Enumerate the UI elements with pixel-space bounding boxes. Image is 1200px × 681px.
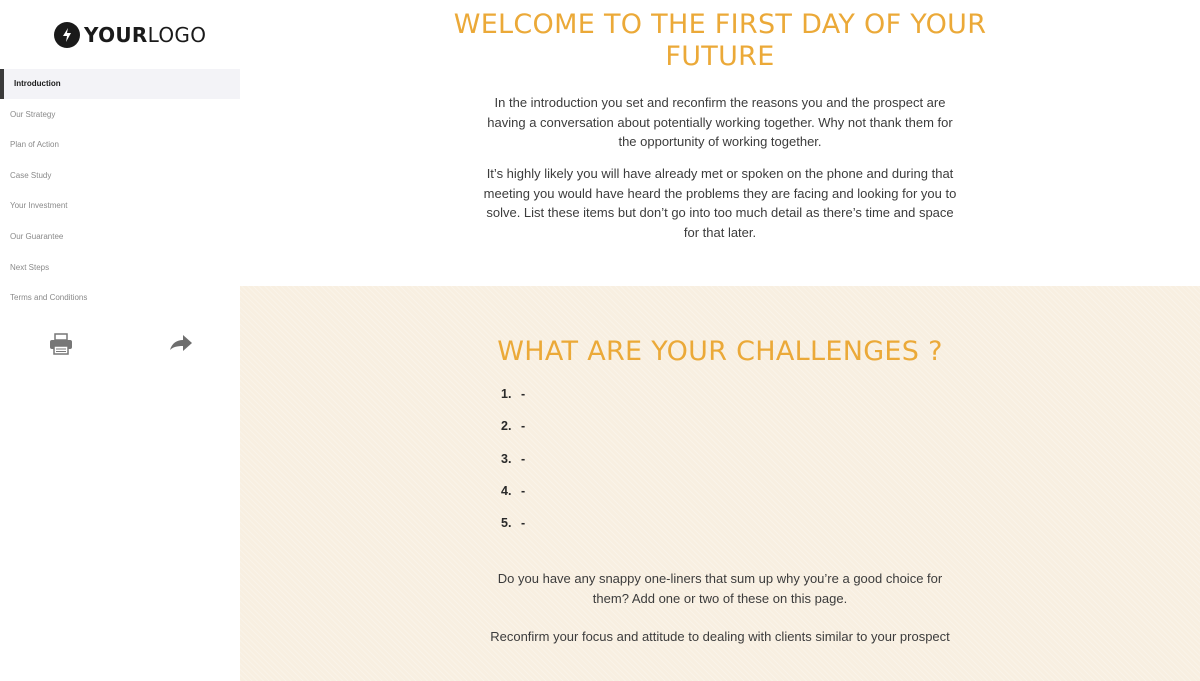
- sidebar-item-our-guarantee[interactable]: Our Guarantee: [10, 231, 64, 241]
- intro-section: [240, 0, 1200, 286]
- list-item-text: -: [521, 419, 526, 434]
- list-item: [501, 387, 525, 419]
- challenges-section: [240, 286, 1200, 681]
- main-content: [240, 0, 1200, 681]
- logo[interactable]: [54, 21, 206, 48]
- sidebar-item-plan-of-action[interactable]: Plan of Action: [10, 140, 59, 150]
- printer-icon[interactable]: [48, 331, 74, 357]
- list-item-number: 4.: [501, 483, 512, 498]
- sidebar-item-introduction[interactable]: Introduction: [0, 69, 240, 99]
- sidebar-tools: [0, 331, 240, 357]
- intro-paragraph-1: In the introduction you set and reconfirm the reasons you and the prospect are having a conversation about potentially working together. Why not thank them for the opportunity of working together.: [487, 95, 953, 149]
- list-item: [501, 419, 525, 451]
- share-arrow-icon[interactable]: [168, 331, 194, 357]
- list-item-text: -: [521, 387, 526, 401]
- list-item-number: 5.: [501, 516, 512, 531]
- challenges-heading: WHAT ARE YOUR CHALLENGES ?: [497, 336, 943, 367]
- challenges-list: [501, 387, 525, 548]
- logo-text: [84, 23, 206, 47]
- sidebar-nav: [0, 69, 240, 314]
- bolt-icon: [54, 22, 80, 48]
- sidebar-item-terms-and-conditions[interactable]: Terms and Conditions: [10, 293, 88, 303]
- list-item: [501, 452, 525, 484]
- sidebar-item-case-study[interactable]: Case Study: [10, 170, 52, 180]
- list-item-text: -: [521, 516, 526, 531]
- list-item: [501, 484, 525, 516]
- logo-text-bold: YOUR: [84, 22, 148, 47]
- challenges-paragraph-1: Do you have any snappy one-liners that sum up why you’re a good choice for them? Add one or two of these on this page.: [497, 571, 943, 606]
- logo-text-light: LOGO: [147, 22, 207, 47]
- sidebar-item-our-strategy[interactable]: Our Strategy: [10, 109, 56, 119]
- sidebar-item-your-investment[interactable]: Your Investment: [10, 201, 68, 211]
- list-item-number: 3.: [501, 451, 512, 466]
- list-item-number: 2.: [501, 419, 512, 434]
- challenges-paragraph-2: Reconfirm your focus and attitude to dealing with clients similar to your prospect: [490, 629, 950, 644]
- list-item-text: -: [521, 483, 526, 498]
- list-item-number: 1.: [501, 387, 512, 401]
- list-item-text: -: [521, 451, 526, 466]
- intro-paragraph-2: It’s highly likely you will have already met or spoken on the phone and during that meeting you would have heard the problems they are facing and looking for you to solve. List these items but don’t go into too much detail as there’s time and space for that later.: [483, 166, 957, 240]
- sidebar: [0, 0, 240, 681]
- list-item: [501, 516, 525, 548]
- sidebar-item-next-steps[interactable]: Next Steps: [10, 262, 50, 272]
- intro-heading: WELCOME TO THE FIRST DAY OF YOUR FUTURE: [453, 9, 987, 72]
